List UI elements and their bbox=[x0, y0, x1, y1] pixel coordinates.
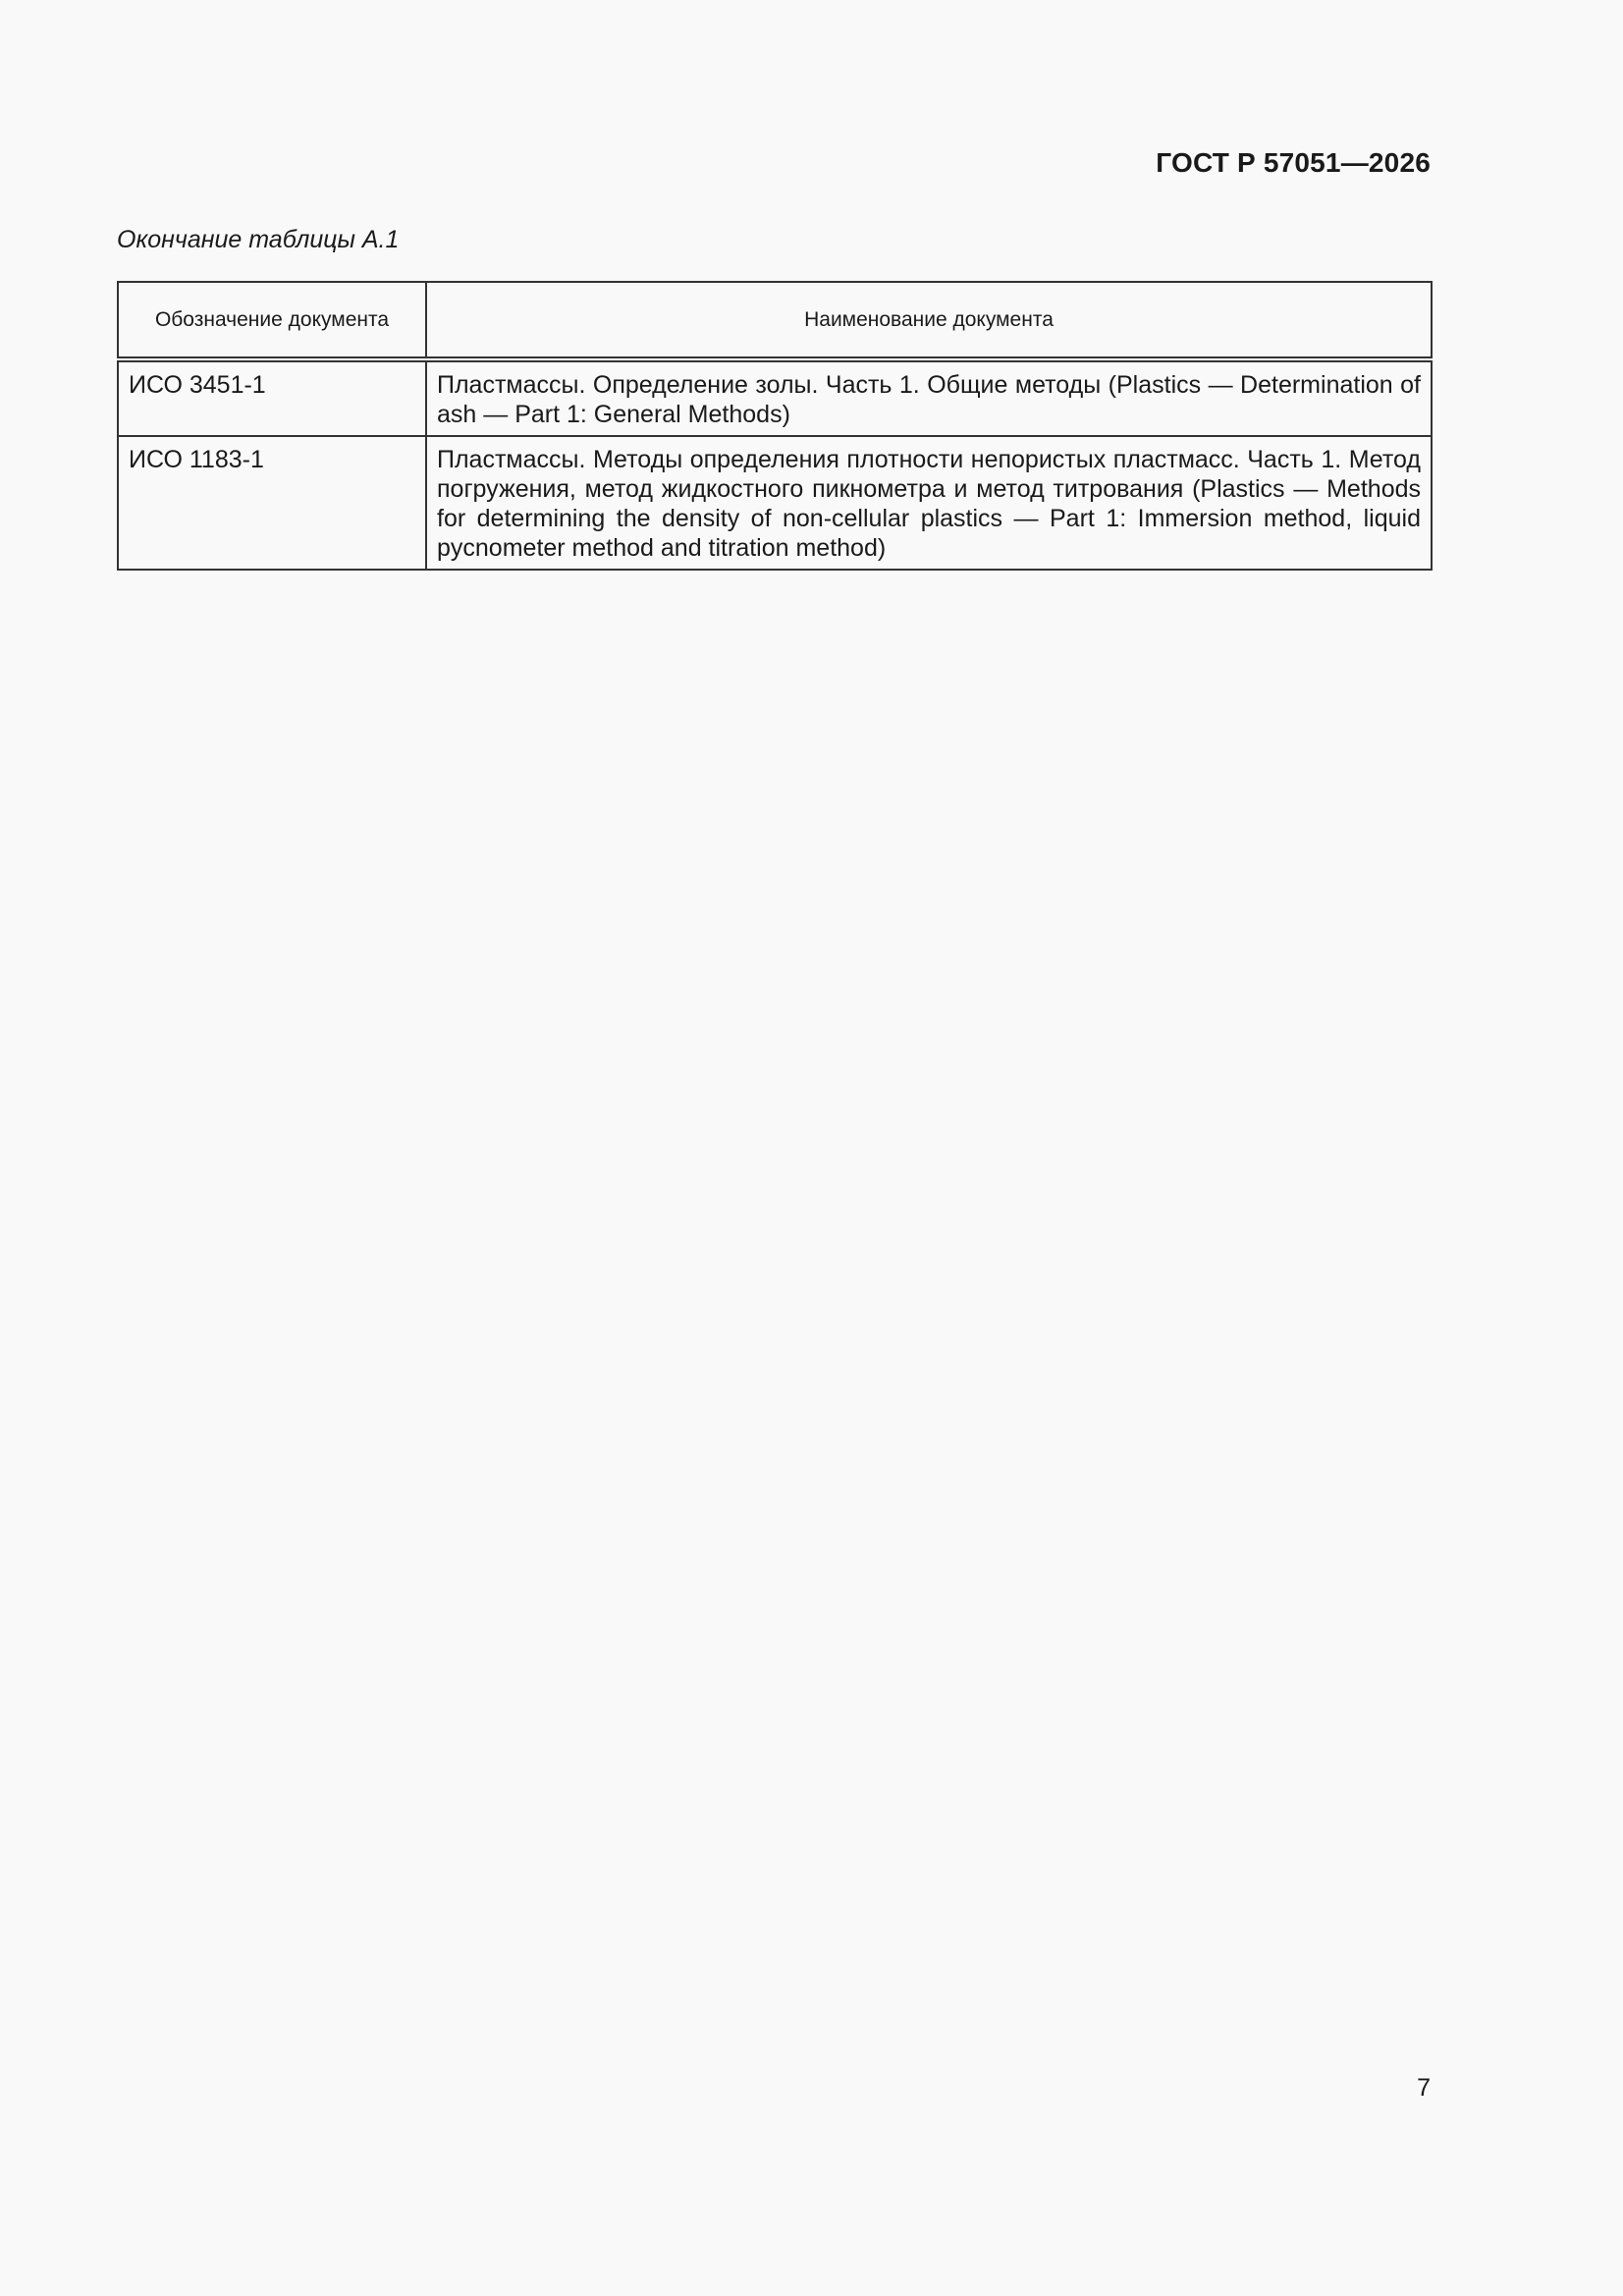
column-header-name: Наименование документа bbox=[426, 282, 1432, 359]
table-row bbox=[118, 359, 1432, 436]
cell-designation: ИСО 3451-1 bbox=[118, 359, 426, 436]
cell-name: Пластмассы. Определение золы. Часть 1. Общие методы (Plastics — Determination of ash — Part 1: General Methods) bbox=[426, 359, 1432, 436]
cell-designation: ИСО 1183-1 bbox=[118, 436, 426, 570]
table-row bbox=[118, 436, 1432, 570]
documents-table bbox=[117, 281, 1433, 571]
page-number: 7 bbox=[1417, 2074, 1431, 2102]
document-code: ГОСТ Р 57051—2026 bbox=[1156, 147, 1431, 178]
cell-name: Пластмассы. Методы определения плотности непористых пластмасс. Часть 1. Метод погружения, метод жидкостного пикнометра и метод титрования (Plastics — Methods for determining the density of non-cellular plastics — Part 1: Immersion method, liquid pycnometer method and titration method) bbox=[426, 436, 1432, 570]
table-caption: Окончание таблицы А.1 bbox=[117, 226, 400, 253]
column-header-designation: Обозначение документа bbox=[118, 282, 426, 359]
table-header-row bbox=[118, 282, 1432, 359]
